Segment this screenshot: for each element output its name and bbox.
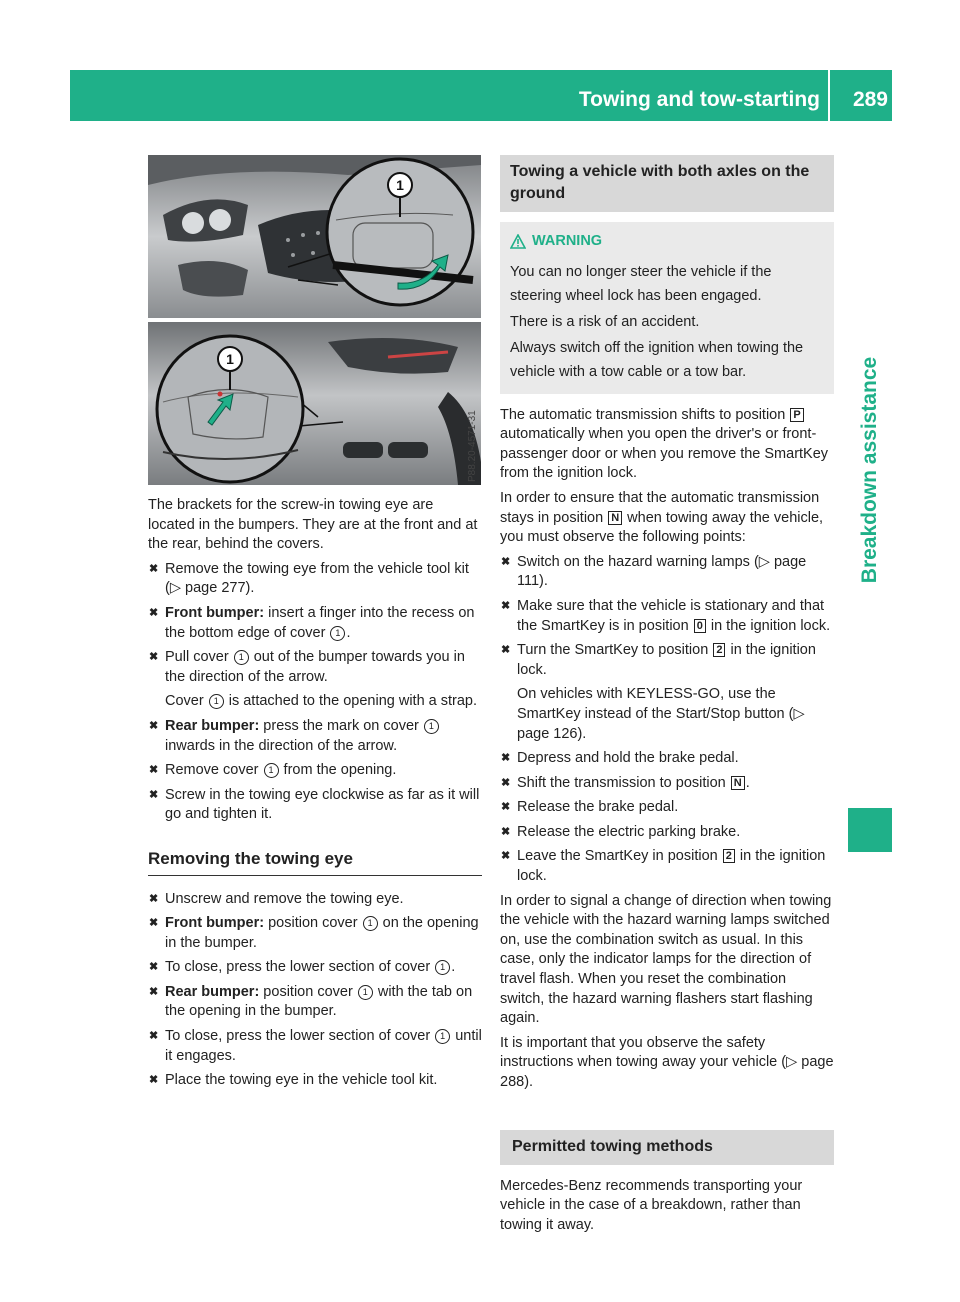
list-item: ✖ Remove cover 1 from the opening. (148, 761, 482, 781)
list-item: ✖ Release the electric parking brake. (500, 823, 834, 843)
callout-ref: 1 (209, 694, 224, 709)
list-item: ✖ Turn the SmartKey to position 2 in the ignition lock. (500, 641, 834, 680)
warning-header (510, 232, 824, 252)
list-item: ✖ Release the brake pedal. (500, 798, 834, 818)
list-item: ✖ Depress and hold the brake pedal. (500, 749, 834, 769)
gear-symbol: P (790, 408, 803, 422)
list-item: ✖ Rear bumper: press the mark on cover 1 inwards in the direction of the arrow. (148, 717, 482, 756)
callout-ref: 1 (435, 960, 450, 975)
paragraph: In order to ensure that the automatic transmission stays in position N when towing away the vehicle, you must observe the following points: (500, 489, 824, 546)
warning-triangle-icon (510, 234, 526, 250)
intro-paragraph: The brackets for the screw-in towing eye are located in the bumpers. They are at the front and at the rear, behind the covers. (148, 497, 478, 553)
warning-text: Always switch off the ignition when towing the vehicle with a tow cable or a tow bar. (510, 339, 804, 380)
paragraph: In order to signal a change of direction when towing the vehicle with the hazard warning lamps switched on, use the combination switch as usual. In this case, only the indicator lamps for the direction of travel flash. When you reset the combination switch, the hazard warning flashers start flashing again. (500, 892, 832, 1027)
callout-ref: 1 (234, 650, 249, 665)
page-number: 289 (852, 88, 888, 111)
callout-1-front: 1 (396, 177, 404, 193)
list-item: ✖ Front bumper: position cover 1 on the opening in the bumper. (148, 914, 482, 953)
section-heading: Removing the towing eye (148, 849, 482, 876)
callout-1-rear: 1 (226, 351, 234, 367)
left-column (148, 496, 482, 1096)
page-header (70, 70, 892, 121)
gear-symbol: N (731, 776, 745, 790)
key-position-symbol: 0 (694, 619, 706, 633)
warning-box (500, 222, 834, 394)
side-tab-label: Breakdown assistance (858, 356, 881, 584)
paragraph: It is important that you observe the safety instructions when towing away your vehicle (▷ page 288). (500, 1034, 834, 1090)
list-item: ✖ Remove the towing eye from the vehicle tool kit (▷ page 277). (148, 560, 482, 599)
side-tab (848, 350, 892, 590)
section-title-permitted: Permitted towing methods (500, 1130, 834, 1165)
front-bumper-photo (148, 155, 481, 318)
side-tab-marker (848, 808, 892, 852)
header-divider (828, 70, 830, 121)
callout-ref: 1 (358, 985, 373, 1000)
list-item: ✖ Screw in the towing eye clockwise as far as it will go and tighten it. (148, 786, 482, 825)
right-column (500, 155, 834, 1240)
rear-bumper-photo (148, 322, 481, 485)
list-item: ✖ To close, press the lower section of cover 1 . (148, 958, 482, 978)
list-item: ✖ Front bumper: insert a finger into the recess on the bottom edge of cover 1 . (148, 604, 482, 643)
list-item: ✖ Pull cover 1 out of the bumper towards you in the direction of the arrow. (148, 648, 482, 687)
callout-ref: 1 (435, 1029, 450, 1044)
list-item: ✖ To close, press the lower section of cover 1 until it engages. (148, 1027, 482, 1066)
key-position-symbol: 2 (713, 643, 725, 657)
list-item: ✖ Place the towing eye in the vehicle tool kit. (148, 1071, 482, 1091)
list-item: ✖ Leave the SmartKey in position 2 in the ignition lock. (500, 847, 834, 886)
section-title-towing: Towing a vehicle with both axles on the ground (500, 155, 834, 212)
chapter-title: Towing and tow-starting (578, 88, 820, 111)
callout-ref: 1 (363, 916, 378, 931)
warning-text: There is a risk of an accident. (510, 313, 700, 330)
gear-symbol: N (608, 511, 622, 525)
list-item: ✖ Make sure that the vehicle is stationary and that the SmartKey is in position 0 in the ignition lock. (500, 597, 834, 636)
list-item: ✖ Switch on the hazard warning lamps (▷ page 111). (500, 553, 834, 592)
callout-ref: 1 (330, 626, 345, 641)
callout-ref: 1 (264, 763, 279, 778)
paragraph: Mercedes-Benz recommends transporting your vehicle in the case of a breakdown, rather than towing it away. (500, 1177, 803, 1233)
list-item: ✖ Shift the transmission to position N . (500, 774, 834, 794)
callout-ref: 1 (424, 719, 439, 734)
list-item: ✖ Rear bumper: position cover 1 with the tab on the opening in the bumper. (148, 983, 482, 1022)
list-note: On vehicles with KEYLESS-GO, use the SmartKey instead of the Start/Stop button (▷ page 126). (517, 686, 805, 742)
warning-text: You can no longer steer the vehicle if the steering wheel lock has been engaged. (510, 263, 772, 304)
photo-reference: P88.20-4571-31 (467, 410, 478, 482)
warning-label: WARNING (532, 233, 603, 249)
list-item: ✖ Unscrew and remove the towing eye. (148, 890, 482, 910)
list-note: Cover 1 is attached to the opening with a strap. (165, 693, 478, 710)
key-position-symbol: 2 (723, 849, 735, 863)
paragraph: The automatic transmission shifts to position P automatically when you open the driver's or front-passenger door or when you remove the SmartKey from the ignition lock. (500, 406, 829, 482)
